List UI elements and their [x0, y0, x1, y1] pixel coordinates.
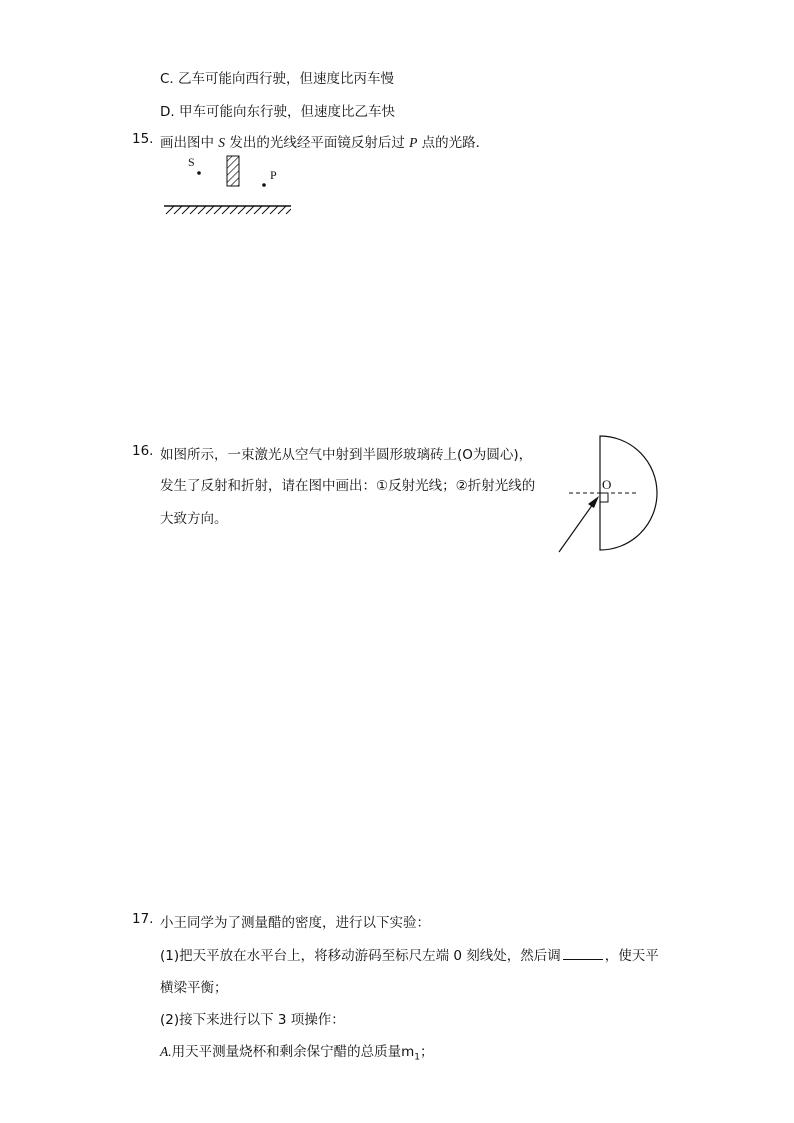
- option-c: C. 乙车可能向西行驶，但速度比丙车慢: [160, 71, 395, 87]
- q15-figure: [160, 150, 300, 220]
- question-number-17: 17.: [132, 911, 154, 927]
- q15-point-p: [262, 183, 266, 187]
- question-number-15: 15.: [132, 131, 154, 147]
- step-a-letter: A.: [160, 1044, 172, 1059]
- step-a-text: 用天平测量烧杯和剩余保宁醋的总质量m: [171, 1044, 415, 1060]
- q15-label-s: S: [188, 155, 195, 169]
- question-16-line-3: 大致方向。: [160, 511, 228, 527]
- question-16-line-2: 发生了反射和折射，请在图中画出：①反射光线；②折射光线的: [160, 478, 536, 494]
- step-a-end: ；: [420, 1044, 434, 1060]
- question-17-step-1-line-2: 横梁平衡；: [160, 980, 228, 996]
- q15-text-post: 点的光路．: [417, 135, 490, 151]
- q15-var-s: S: [218, 135, 226, 150]
- q17-step1-pre: (1)把天平放在水平台上，将移动游码至标尺左端 0 刻线处，然后调: [160, 948, 561, 964]
- step-a-subscript: 1: [414, 1052, 421, 1063]
- q15-text-mid: 发出的光线经平面镜反射后过: [225, 135, 410, 151]
- q15-obstacle: [227, 156, 239, 186]
- q15-point-s: [197, 171, 201, 175]
- question-15-text: [160, 131, 489, 151]
- question-17-step-1: [160, 944, 659, 964]
- q15-text-pre: 画出图中: [160, 135, 219, 151]
- q16-incident-ray: [559, 504, 593, 552]
- question-16-line-1: 如图所示，一束激光从空气中射到半圆形玻璃砖上(O为圆心)，: [160, 447, 533, 463]
- q16-figure: [555, 434, 665, 556]
- question-17-step-2: (2)接下来进行以下 3 项操作：: [160, 1012, 345, 1028]
- question-17-step-a: [160, 1040, 434, 1063]
- q15-var-p: P: [409, 135, 418, 150]
- q15-label-p: P: [270, 168, 277, 182]
- q16-right-angle-mark: [600, 493, 608, 502]
- q15-mirror-hatching: [166, 206, 291, 214]
- answer-blank[interactable]: [563, 947, 603, 960]
- question-number-16: 16.: [132, 443, 154, 459]
- question-17-intro: 小王同学为了测量醋的密度，进行以下实验：: [160, 915, 430, 931]
- q16-label-o: O: [602, 477, 612, 492]
- q17-step1-post: ，使天平: [604, 948, 659, 964]
- option-d: D. 甲车可能向东行驶，但速度比乙车快: [160, 104, 395, 120]
- q16-arrow-head: [588, 496, 599, 508]
